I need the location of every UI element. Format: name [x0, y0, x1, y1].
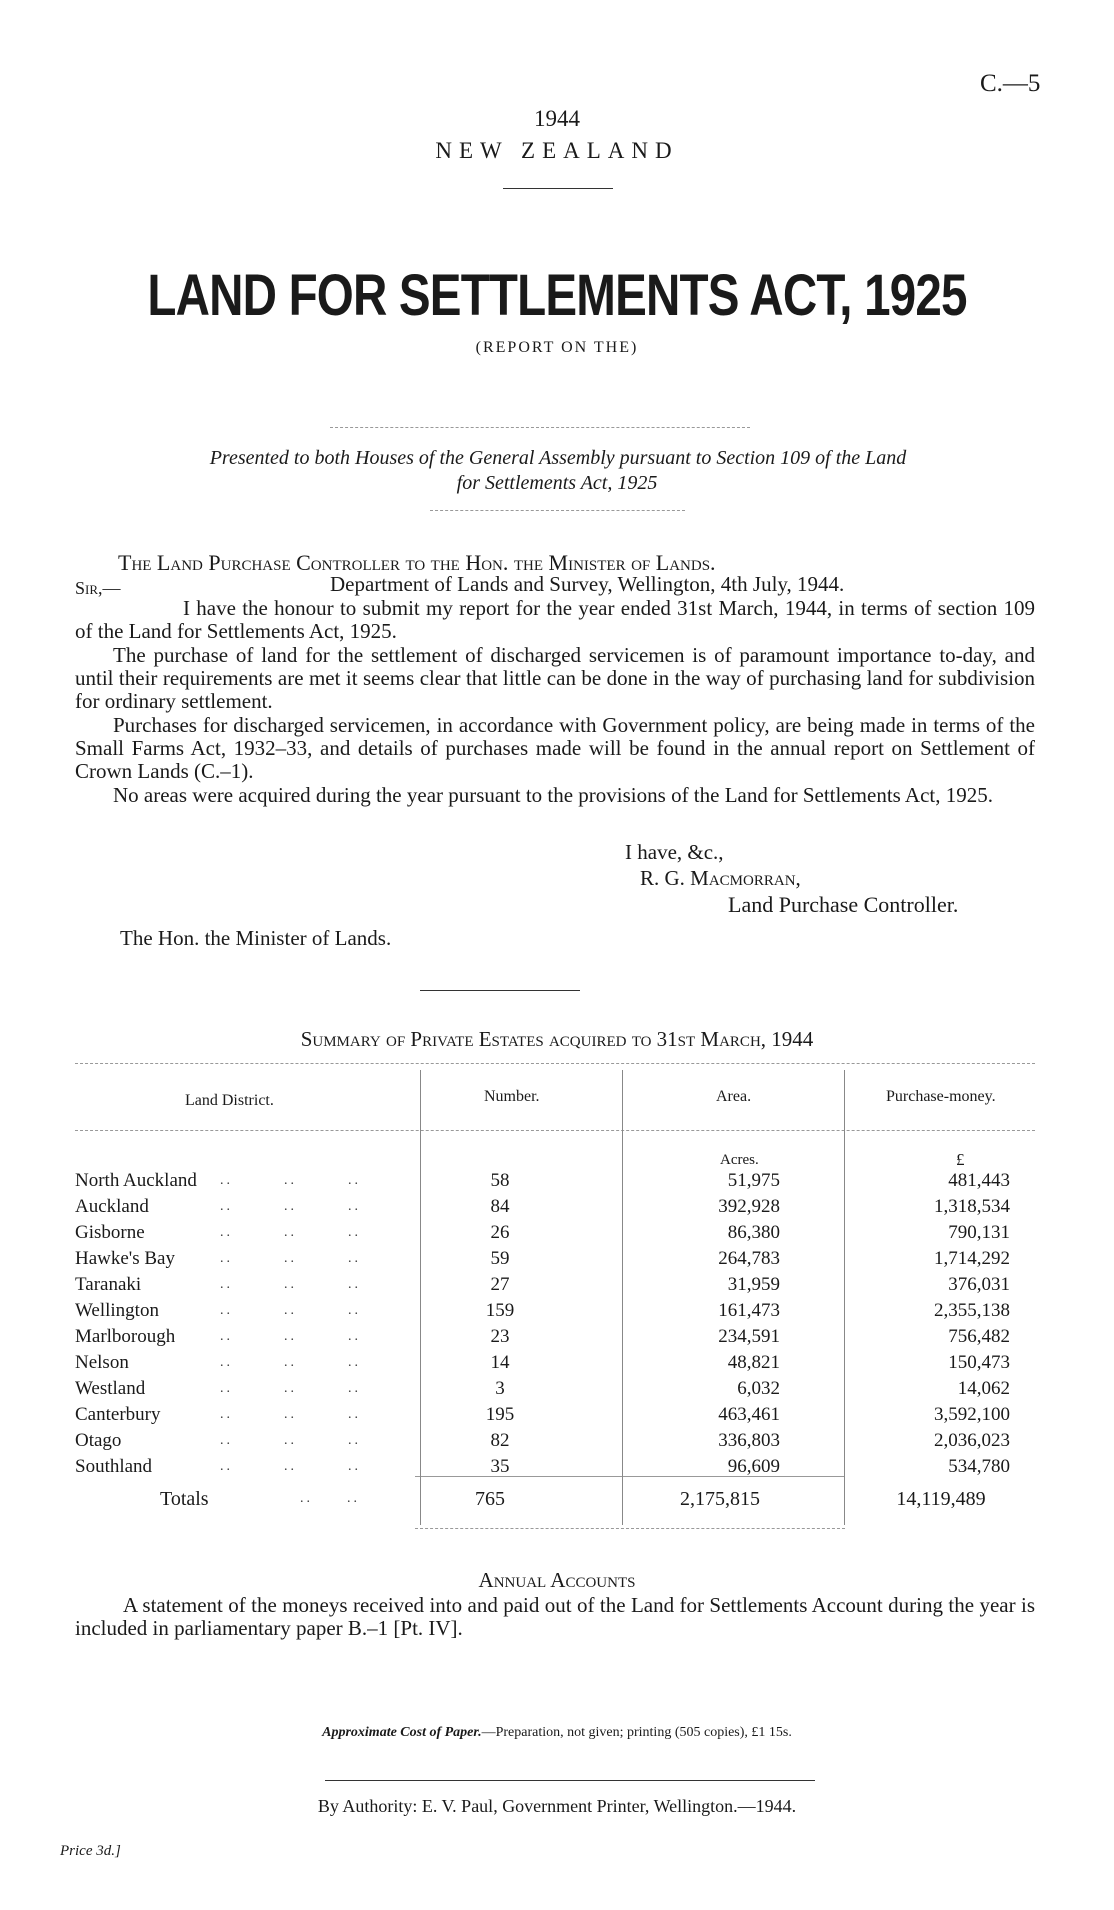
row-money: 1,714,292 — [934, 1248, 1010, 1269]
row-area: 86,380 — [727, 1222, 780, 1243]
letter-paragraph-1: I have the honour to submit my report for the year ended 31st March, 1944, in terms of section 109 of the Land for Settlements Act, 1925. — [75, 596, 1035, 643]
row-number: 23 — [490, 1326, 510, 1347]
table-divider-2 — [622, 1070, 623, 1525]
row-area: 264,783 — [718, 1248, 780, 1269]
row-area: 6,032 — [737, 1378, 780, 1399]
row-number: 195 — [485, 1404, 515, 1425]
row-number: 35 — [490, 1456, 510, 1477]
row-number: 14 — [490, 1352, 510, 1373]
letter-signatory-title: Land Purchase Controller. — [728, 892, 959, 917]
row-leader-dots: .. .. .. — [220, 1407, 361, 1422]
summary-title: Summary of Private Estates acquired to 31st March, 1944 — [300, 1027, 814, 1051]
letter-closing: I have, &c., — [625, 840, 724, 864]
row-area: 463,461 — [718, 1404, 780, 1425]
letter-paragraph-2: The purchase of land for the settlement of discharged servicemen is of paramount importance to-day, and until their requirements are met it seems clear that little can be done in the way of purchasing land for subdivision for ordinary settlement. — [75, 643, 1035, 713]
letter-dateline: Department of Lands and Survey, Wellington, 4th July, 1944. — [330, 572, 845, 596]
row-area: 336,803 — [718, 1430, 780, 1451]
row-leader-dots: .. .. .. — [220, 1433, 361, 1448]
row-area: 96,609 — [727, 1456, 780, 1477]
row-area: 392,928 — [718, 1196, 780, 1217]
letter-paragraph-4: No areas were acquired during the year pursuant to the provisions of the Land for Settlements Act, 1925. — [113, 783, 994, 807]
letter-recipient: The Hon. the Minister of Lands. — [120, 926, 392, 950]
row-number: 82 — [490, 1430, 510, 1451]
row-district: Otago — [75, 1430, 122, 1451]
row-number: 26 — [490, 1222, 510, 1243]
row-district: Gisborne — [75, 1222, 145, 1243]
document-year: 1944 — [534, 106, 580, 131]
row-leader-dots: .. .. .. — [220, 1277, 361, 1292]
row-district: Taranaki — [75, 1274, 142, 1295]
letter-address: The Land Purchase Controller to the Hon. the Minister of Lands. — [118, 550, 716, 575]
presented-line-1: Presented to both Houses of the General Assembly pursuant to Section 109 of the Land — [209, 447, 907, 469]
row-district: Southland — [75, 1456, 153, 1477]
letter-paragraph-3: Purchases for discharged servicemen, in accordance with Government policy, are being made in terms of the Small Farms Act, 1932–33, and details of purchases made will be found in the annual report on Settlement of Crown Lands (C.–1). — [75, 713, 1035, 783]
column-header-area: Area. — [716, 1088, 752, 1105]
row-number: 3 — [495, 1378, 505, 1399]
table-bottom-rule — [415, 1528, 845, 1529]
row-district: Canterbury — [75, 1404, 161, 1425]
annual-accounts-heading: Annual Accounts — [478, 1568, 636, 1592]
totals-label: Totals — [160, 1488, 209, 1510]
country-name: NEW ZEALAND — [435, 138, 679, 163]
printer-authority: By Authority: E. V. Paul, Government Printer, Wellington.—1944. — [317, 1796, 797, 1816]
row-number: 58 — [490, 1170, 510, 1191]
row-number: 159 — [485, 1300, 515, 1321]
row-district: Marlborough — [75, 1326, 176, 1347]
row-money: 150,473 — [948, 1352, 1010, 1373]
presented-line-2: for Settlements Act, 1925 — [456, 472, 658, 494]
document-code: C.—5 — [980, 70, 1041, 97]
row-leader-dots: .. .. .. — [220, 1381, 361, 1396]
row-money: 1,318,534 — [934, 1196, 1010, 1217]
row-number: 84 — [490, 1196, 510, 1217]
row-district: Wellington — [75, 1300, 159, 1321]
row-leader-dots: .. .. .. — [220, 1199, 361, 1214]
row-district: Nelson — [75, 1352, 129, 1373]
row-money: 2,355,138 — [934, 1300, 1010, 1321]
row-leader-dots: .. .. .. — [220, 1225, 361, 1240]
row-money: 14,062 — [957, 1378, 1010, 1399]
column-header-money: Purchase-money. — [886, 1088, 996, 1105]
document-subtitle: (REPORT ON THE) — [475, 339, 639, 356]
table-header-rule — [75, 1130, 1035, 1131]
letter-signatory: R. G. Macmorran, — [640, 866, 801, 890]
unit-money: £ — [956, 1150, 965, 1169]
table-top-rule — [75, 1063, 1035, 1064]
presented-divider — [430, 510, 685, 511]
document-title: LAND FOR SETTLEMENTS ACT, 1925 — [147, 263, 967, 328]
row-leader-dots: .. .. .. — [220, 1251, 361, 1266]
column-header-number: Number. — [484, 1088, 540, 1105]
cost-text: —Preparation, not given; printing (505 copies), £1 15s. — [481, 1725, 792, 1740]
row-money: 481,443 — [948, 1170, 1010, 1191]
row-leader-dots: .. .. .. — [220, 1459, 361, 1474]
row-money: 534,780 — [948, 1456, 1010, 1477]
row-leader-dots: .. .. .. — [220, 1355, 361, 1370]
row-money: 2,036,023 — [934, 1430, 1010, 1451]
row-money: 790,131 — [948, 1222, 1010, 1243]
row-district: Westland — [75, 1378, 146, 1399]
row-money: 756,482 — [948, 1326, 1010, 1347]
row-area: 161,473 — [718, 1300, 780, 1321]
cost-note — [0, 1725, 1114, 1741]
row-district: North Auckland — [75, 1170, 197, 1191]
price-note: Price 3d.] — [60, 1843, 121, 1859]
header-divider — [503, 188, 613, 189]
letter-divider — [420, 990, 580, 991]
totals-money: 14,119,489 — [896, 1488, 986, 1510]
row-area: 31,959 — [727, 1274, 780, 1295]
totals-leader: .. .. — [300, 1491, 360, 1506]
footer-divider — [325, 1780, 815, 1781]
row-area: 234,591 — [718, 1326, 780, 1347]
row-district: Auckland — [75, 1196, 149, 1217]
table-divider-3 — [844, 1070, 845, 1525]
table-divider-1 — [420, 1070, 421, 1525]
row-money: 3,592,100 — [934, 1404, 1010, 1425]
cost-label: Approximate Cost of Paper. — [322, 1725, 482, 1740]
letter-salutation: Sir,— — [75, 578, 121, 598]
row-money: 376,031 — [948, 1274, 1010, 1295]
row-number: 27 — [490, 1274, 510, 1295]
row-area: 51,975 — [727, 1170, 780, 1191]
row-district: Hawke's Bay — [75, 1248, 175, 1269]
row-leader-dots: .. .. .. — [220, 1329, 361, 1344]
totals-area: 2,175,815 — [680, 1488, 760, 1510]
title-divider — [330, 427, 750, 428]
row-area: 48,821 — [727, 1352, 780, 1373]
row-number: 59 — [490, 1248, 510, 1269]
row-leader-dots: .. .. .. — [220, 1303, 361, 1318]
annual-accounts-text: A statement of the moneys received into and paid out of the Land for Settlements Account during the year is included in parliamentary paper B.–1 [Pt. IV]. — [75, 1593, 1035, 1640]
row-leader-dots: .. .. .. — [220, 1173, 361, 1188]
column-header-district: Land District. — [185, 1092, 274, 1109]
unit-area: Acres. — [720, 1152, 759, 1168]
totals-number: 765 — [475, 1488, 505, 1510]
